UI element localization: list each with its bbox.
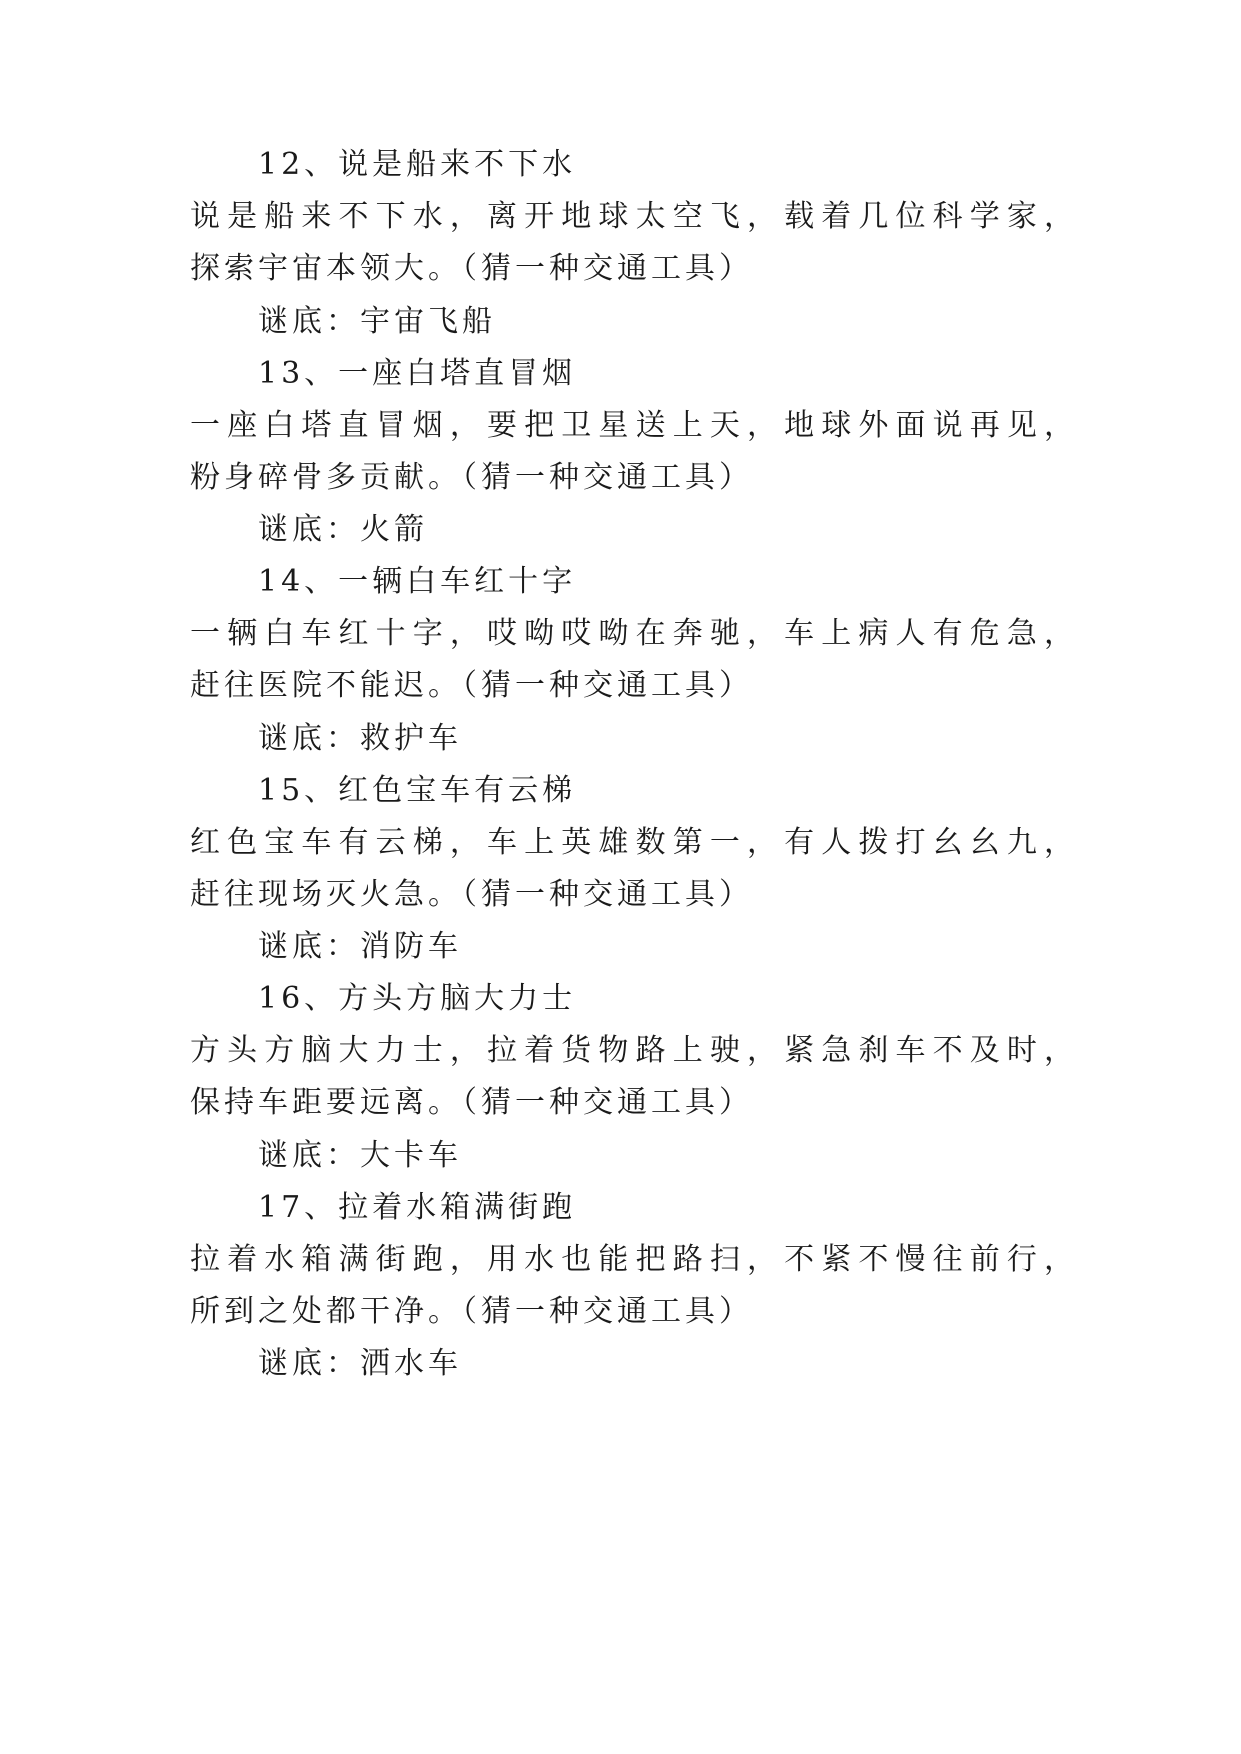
riddle-17-text-line-1: 拉着水箱满街跑，用水也能把路扫，不紧不慢往前行， xyxy=(190,1242,1074,1277)
riddle-15-title: 15、红色宝车有云梯 xyxy=(258,773,577,808)
riddle-14-text-line-2: 赶往医院不能迟。（猜一种交通工具） xyxy=(190,668,753,703)
riddle-15-text-line-2: 赶往现场灭火急。（猜一种交通工具） xyxy=(190,877,753,912)
riddle-13-answer: 谜底：火箭 xyxy=(258,512,428,547)
riddle-17-title: 17、拉着水箱满街跑 xyxy=(258,1190,577,1225)
riddle-14-text-line-1: 一辆白车红十字，哎呦哎呦在奔驰，车上病人有危急， xyxy=(190,616,1074,651)
riddle-12-text-line-1: 说是船来不下水，离开地球太空飞，载着几位科学家， xyxy=(190,199,1074,234)
riddle-13-text-line-2: 粉身碎骨多贡献。（猜一种交通工具） xyxy=(190,460,753,495)
riddle-13-text-line-1: 一座白塔直冒烟，要把卫星送上天，地球外面说再见， xyxy=(190,408,1074,443)
riddle-15-text-line-1: 红色宝车有云梯，车上英雄数第一，有人拨打幺幺九， xyxy=(190,825,1074,860)
riddle-17-answer: 谜底：洒水车 xyxy=(258,1346,462,1381)
riddle-15-answer: 谜底：消防车 xyxy=(258,929,462,964)
riddle-16-text-line-1: 方头方脑大力士，拉着货物路上驶，紧急刹车不及时， xyxy=(190,1033,1074,1068)
riddle-16-title: 16、方头方脑大力士 xyxy=(258,981,577,1016)
riddle-14-title: 14、一辆白车红十字 xyxy=(258,564,577,599)
riddle-12-text-line-2: 探索宇宙本领大。（猜一种交通工具） xyxy=(190,251,753,286)
riddle-14-answer: 谜底：救护车 xyxy=(258,721,462,756)
riddle-12-title: 12、说是船来不下水 xyxy=(258,147,577,182)
riddle-12-answer: 谜底：宇宙飞船 xyxy=(258,304,496,339)
riddle-13-title: 13、一座白塔直冒烟 xyxy=(258,356,577,391)
riddle-17-text-line-2: 所到之处都干净。（猜一种交通工具） xyxy=(190,1294,753,1329)
riddle-16-answer: 谜底：大卡车 xyxy=(258,1138,462,1173)
riddle-16-text-line-2: 保持车距要远离。（猜一种交通工具） xyxy=(190,1085,753,1120)
